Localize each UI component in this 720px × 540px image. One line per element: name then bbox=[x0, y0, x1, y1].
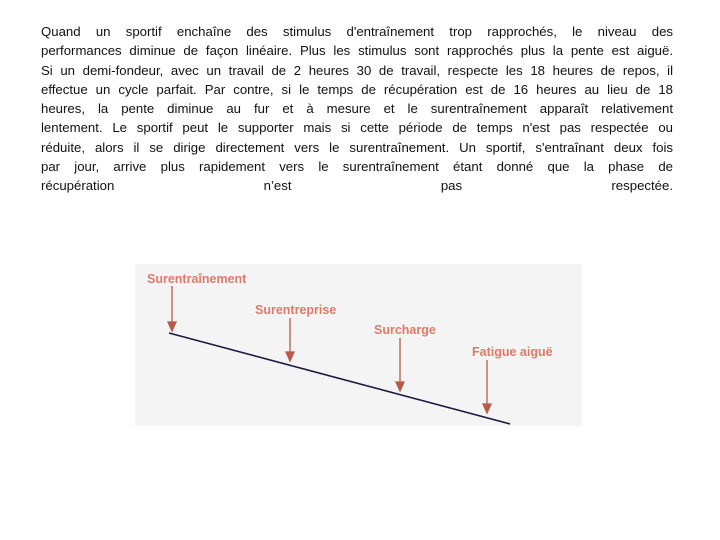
label-surcharge: Surcharge bbox=[374, 323, 436, 337]
body-paragraph bbox=[41, 22, 673, 196]
paragraph-line: Si un demi-fondeur, avec un travail de 2 heures 30 de travail, respecte les 18 heures de repos, il bbox=[41, 62, 673, 78]
paragraph-line: performances diminue de façon linéaire. Plus les stimulus sont rapprochés plus la pente est aiguë. bbox=[41, 43, 673, 59]
performance-decline-figure bbox=[135, 264, 582, 426]
arrow-surcharge bbox=[396, 338, 404, 391]
decline-line bbox=[169, 333, 510, 424]
label-surentreprise: Surentreprise bbox=[255, 303, 337, 317]
paragraph-line: heures, la pente diminue au fur et à mesure et le surentraînement apparaît relativement bbox=[41, 101, 673, 117]
arrow-surentreprise bbox=[286, 318, 294, 361]
paragraph-line: récupération n’est pas respectée. bbox=[41, 178, 673, 194]
label-fatigue-aigue: Fatigue aiguë bbox=[472, 345, 553, 359]
paragraph-line: Quand un sportif enchaîne des stimulus d'entraînement trop rapprochés, le niveau des bbox=[41, 24, 673, 39]
label-surentrainement: Surentraînement bbox=[147, 272, 247, 286]
paragraph-line: réduite, alors il se dirige directement vers le surentraînement. Un sportif, s'entraînant deux fois bbox=[41, 139, 673, 155]
arrow-fatigue-aigue bbox=[483, 360, 491, 413]
decline-diagram bbox=[135, 264, 582, 426]
paragraph-line: effectue un cycle parfait. Par contre, si le temps de récupération est de 16 heures au lieu de 18 bbox=[41, 81, 673, 97]
paragraph-line: par jour, arrive plus rapidement vers le surentraînement étant donné que la phase de bbox=[41, 159, 673, 175]
paragraph-line: lentement. Le sportif peut le supporter mais si cette période de temps n'est pas respectée ou bbox=[41, 120, 673, 136]
arrow-surentrainement bbox=[168, 286, 176, 331]
